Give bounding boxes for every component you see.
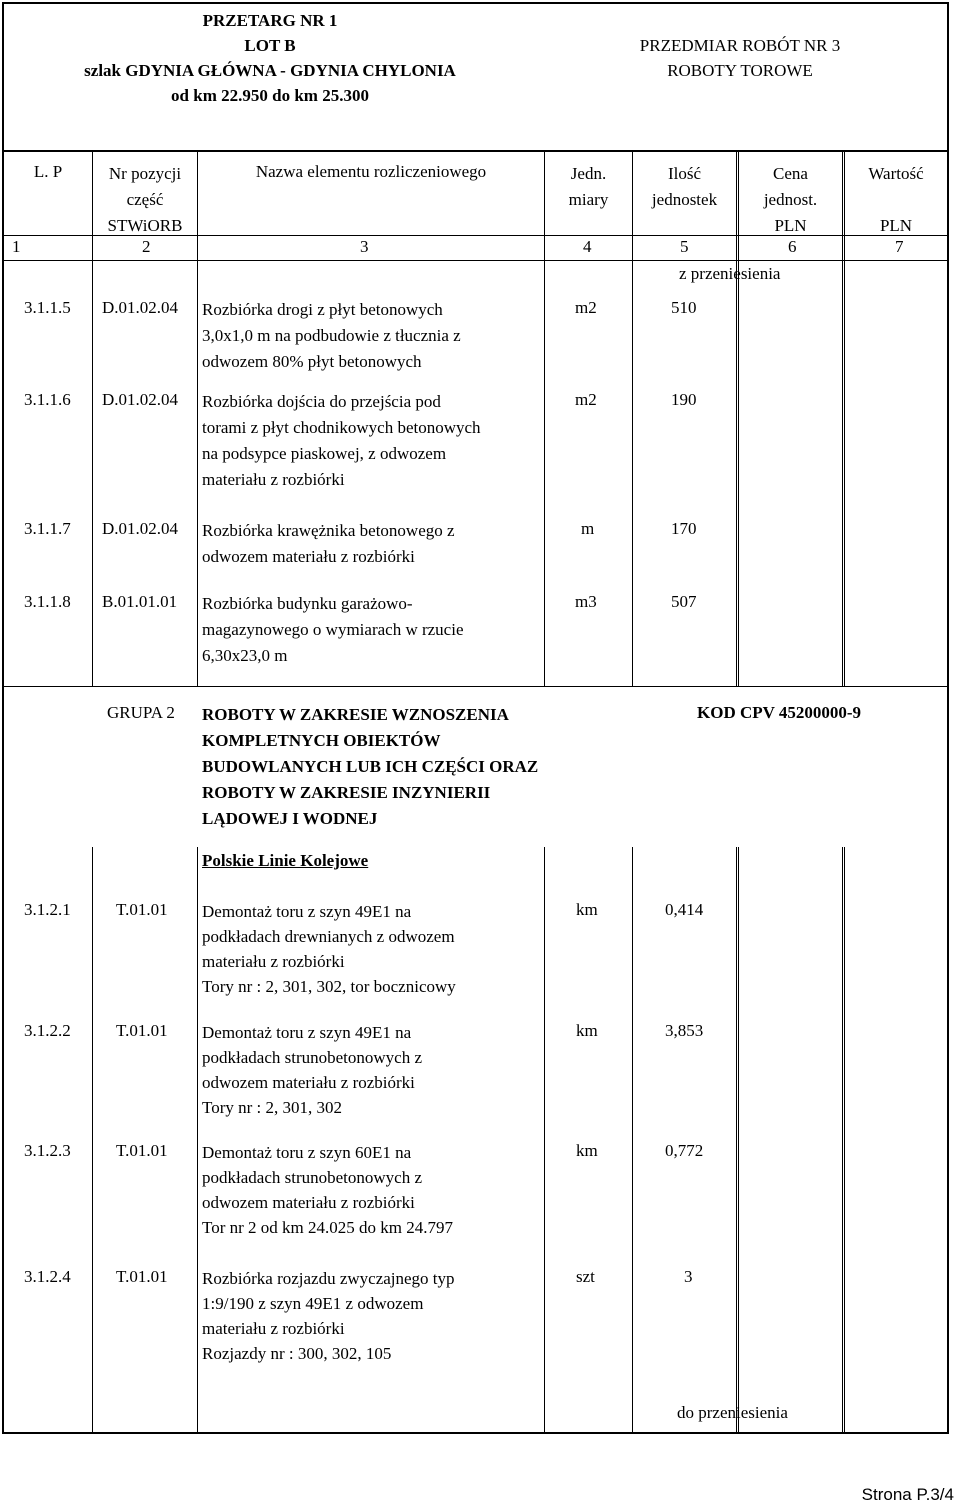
row-lp: 3.1.2.3 (24, 1141, 71, 1160)
row-desc: Rozbiórka drogi z płyt betonowych 3,0x1,0 m na podbudowie z tłucznia z odwozem 80% płyt betonowych (202, 300, 461, 371)
row-unit: km (576, 900, 598, 919)
row-desc: Rozbiórka krawężnika betonowego z odwozem materiału z rozbiórki (202, 521, 455, 566)
row-qty: 190 (671, 390, 697, 409)
row-unit: m2 (575, 390, 597, 409)
row-qty: 510 (671, 298, 697, 317)
row-lp: 3.1.1.6 (24, 390, 71, 409)
row-nr: D.01.02.04 (102, 390, 179, 409)
page-number: Strona P.3/4 (861, 1485, 954, 1504)
row-unit: szt (576, 1267, 595, 1286)
col-lp-header: L. P (33, 162, 63, 181)
row-qty: 0,414 (665, 900, 704, 919)
row-unit: m3 (575, 592, 597, 611)
row-nr: D.01.02.04 (102, 519, 179, 538)
row-desc: Rozbiórka dojścia do przejścia pod torami z płyt chodnikowych betonowych na podsypce piaskowej, z odwozem materiału z rozbiórki (202, 392, 481, 489)
carry-in-label: z przeniesienia (679, 264, 781, 283)
row-qty: 0,772 (665, 1141, 704, 1160)
row-lp: 3.1.1.8 (24, 592, 71, 611)
row-qty: 507 (671, 592, 697, 611)
col-number-2: 2 (142, 237, 151, 256)
header-right (560, 33, 920, 83)
row-desc: Demontaż toru z szyn 49E1 na podkładach strunobetonowych z odwozem materiału z rozbiórki Tory nr : 2, 301, 302 (202, 1023, 422, 1117)
row-lp: 3.1.2.1 (24, 900, 71, 919)
row-desc: Rozbiórka rozjazdu zwyczajnego typ 1:9/190 z szyn 49E1 z odwozem materiału z rozbiórki Rozjazdy nr : 300, 302, 105 (202, 1269, 455, 1363)
col-price-header: Cena jednost. PLN (763, 164, 818, 235)
row-nr: T.01.01 (116, 1021, 168, 1040)
col-number-1: 1 (12, 237, 21, 256)
col-nr-header: Nr pozycji część STWiORB (107, 164, 183, 235)
works-type: ROBOTY TOROWE (667, 61, 813, 80)
route-label: szlak GDYNIA GŁÓWNA - GDYNIA CHYLONIA (84, 61, 456, 80)
col-number-7: 7 (895, 237, 904, 256)
lot-label: LOT B (244, 36, 296, 55)
tender-number: PRZETARG NR 1 (202, 11, 338, 30)
carry-out-label: do przeniesienia (677, 1403, 788, 1422)
col-number-5: 5 (680, 237, 689, 256)
col-name-header: Nazwa elementu rozliczeniowego (255, 162, 487, 181)
row-desc: Demontaż toru z szyn 60E1 na podkładach strunobetonowych z odwozem materiału z rozbiórki Tor nr 2 od km 24.025 do km 24.797 (202, 1143, 453, 1237)
row-unit: m (581, 519, 595, 538)
row-nr: T.01.01 (116, 1141, 168, 1160)
row-unit: km (576, 1141, 598, 1160)
row-unit: m2 (575, 298, 597, 317)
group-subtitle: Polskie Linie Kolejowe (202, 851, 369, 870)
group-title: ROBOTY W ZAKRESIE WZNOSZENIA KOMPLETNYCH OBIEKTÓW BUDOWLANYCH LUB ICH CZĘŚCI ORAZ ROBOTY W ZAKRESIE INZYNIERII LĄDOWEJ I WODNEJ (202, 705, 539, 828)
group-label: GRUPA 2 (107, 703, 175, 722)
header-left (30, 8, 510, 108)
row-qty: 3,853 (665, 1021, 704, 1040)
col-qty-header: Ilość jednostek (651, 164, 718, 209)
row-lp: 3.1.1.5 (24, 298, 71, 317)
col-number-4: 4 (583, 237, 592, 256)
row-nr: D.01.02.04 (102, 298, 179, 317)
cpv-code: KOD CPV 45200000-9 (697, 703, 862, 722)
row-unit: km (576, 1021, 598, 1040)
row-desc: Rozbiórka budynku garażowo- magazynowego o wymiarach w rzucie 6,30x23,0 m (202, 594, 464, 665)
row-lp: 3.1.2.2 (24, 1021, 71, 1040)
col-number-3: 3 (360, 237, 369, 256)
row-nr: T.01.01 (116, 1267, 168, 1286)
row-qty: 3 (684, 1267, 693, 1286)
col-number-6: 6 (788, 237, 797, 256)
row-qty: 170 (671, 519, 697, 538)
row-nr: T.01.01 (116, 900, 168, 919)
estimate-title: PRZEDMIAR ROBÓT NR 3 (639, 36, 841, 55)
col-value-header: Wartość PLN (868, 164, 924, 235)
col-unit-header: Jedn. miary (568, 164, 609, 209)
row-lp: 3.1.1.7 (24, 519, 71, 538)
row-nr: B.01.01.01 (102, 592, 178, 611)
km-range: od km 22.950 do km 25.300 (171, 86, 369, 105)
row-lp: 3.1.2.4 (24, 1267, 71, 1286)
row-desc: Demontaż toru z szyn 49E1 na podkładach drewnianych z odwozem materiału z rozbiórki Tory nr : 2, 301, 302, tor bocznicowy (202, 902, 456, 996)
